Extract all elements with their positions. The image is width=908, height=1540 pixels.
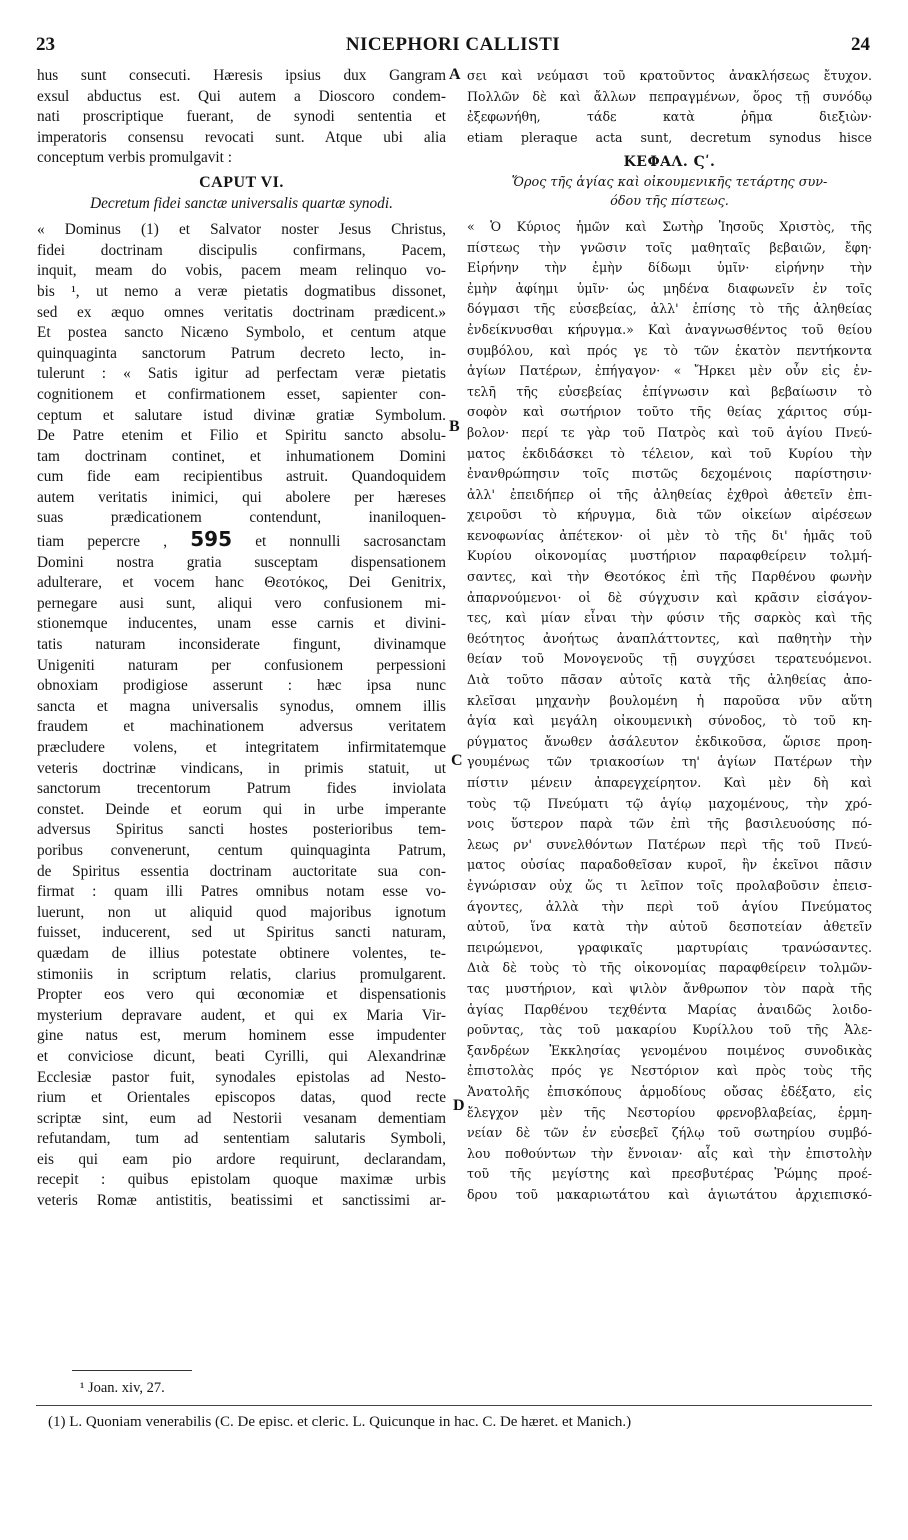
margin-letter-b: B bbox=[449, 418, 460, 435]
greek-chapter-subtitle-line2: όδου τῆς πίστεως. bbox=[610, 193, 729, 209]
greek-text-line: ξανδρέων Ἐκκλησίας γενομένου ποιμένος συνοδικὰς bbox=[467, 1042, 872, 1058]
latin-text-line: pernegare ausi sunt, aliqui vero confusionem mi- bbox=[37, 594, 446, 612]
greek-text-line: Πολλῶν δὲ καὶ ἄλλων πεπραγμένων, ὅρος τῇ συνόδῳ bbox=[467, 88, 872, 104]
latin-body-b bbox=[37, 553, 446, 1212]
greek-text-line: ἀπαρνούμενοι· οἱ δὲ σύγχυσιν καὶ κρᾶσιν εἰσάγον- bbox=[467, 589, 872, 605]
latin-text-line: sancta et magna universalis synodus, omnem illis bbox=[37, 697, 446, 715]
greek-text-line: Ἀνατολῆς ἐπισκόπους ἁρμοδίους οὔσας ἐδέξατο, εἰς bbox=[467, 1083, 872, 1099]
greek-text-line: ἐνανθρώπησιν τοῖς πιστῶς δεχομένοις παρίστησιν· bbox=[467, 466, 872, 482]
latin-text-line: stionemque inducentes, unam esse carnis et divini- bbox=[37, 615, 446, 633]
latin-text-line: adversus Spiritus sancti hostes posterioribus tem- bbox=[37, 821, 446, 839]
latin-text-line: quinquaginta sanctorum Patrum decreto lecto, in- bbox=[37, 344, 446, 362]
latin-text-line: scriptæ sint, eum ad Nestorii vesanam dementiam bbox=[37, 1109, 446, 1127]
greek-text-line: δόγμασι τῆς εὐσεβείας, ἀλλ' ἐπίσης τὸ τῆς ἀληθείας bbox=[467, 301, 872, 317]
greek-text-line: ματος οὐσίας παραδοθεῖσαν κυροῖ, ἣν ἐκεῖνοι πᾶσιν bbox=[467, 857, 872, 873]
latin-text-line: rium et Orientales episcopos datas, quod recte bbox=[37, 1089, 446, 1107]
greek-text-line: ἁγίας Παρθένου τεχθέντα Μαρίας ἀναιδῶς λοιδο- bbox=[467, 1001, 872, 1017]
latin-text-line: cognitionem et confirmationem esset, sapienter con- bbox=[37, 385, 446, 403]
greek-text-line: αὐτοῦ, ἵνα κατὰ τὴν αὐτοῦ δεσποτείαν ἀθετεῖν bbox=[467, 919, 872, 935]
latin-line-595-before: tiam pepercre , bbox=[37, 533, 168, 551]
greek-text-line: etiam pleraque acta sunt, decretum synodus hisce bbox=[467, 129, 872, 145]
greek-text-line: σαντες, καὶ τὴν Θεοτόκος ἐπὶ τῆς Παρθένου φωνὴν bbox=[467, 569, 872, 585]
margin-letter-a: A bbox=[449, 66, 461, 83]
legal-footnote: (1) L. Quoniam venerabilis (C. De episc. et cleric. L. Quicunque in hac. C. De hæret. et Manich.) bbox=[48, 1414, 632, 1430]
latin-text-line: poribus convenerunt, centum quinquaginta Patrum, bbox=[37, 841, 446, 859]
latin-text-line: Unigeniti naturam per confusionem perpessioni bbox=[37, 656, 446, 674]
latin-text-line: adulterare, et vocem hanc Θεοτόκος, Dei Genitrix, bbox=[37, 574, 446, 592]
greek-text-line: τες, καὶ μίαν εἶναι τὴν φύσιν τῆς σαρκὸς καὶ τῆς bbox=[467, 610, 872, 626]
greek-chapter-subtitle bbox=[467, 173, 872, 211]
bottom-rule bbox=[36, 1405, 872, 1406]
latin-text-line: præcludere volens, et integritatem infirmitatemque bbox=[37, 739, 446, 756]
latin-intro bbox=[37, 66, 446, 169]
greek-text-line: τοῦ τῆς μεγίστης καὶ πρεσβυτέρας Ῥώμης προέ- bbox=[467, 1166, 872, 1182]
latin-text-line: bis ¹, ut nemo a veræ pietatis dogmatibus dissonet, bbox=[37, 282, 446, 300]
greek-text-line: συμβόλου, καὶ πρός γε τὸ τῶν ἑκατὸν πεντήκοντα bbox=[467, 342, 872, 358]
greek-text-line: γουμένως τῶν τριακοσίων τη' ἁγίων Πατέρων τὴν bbox=[467, 754, 872, 770]
greek-text-line: ἀλλ' ἐπειδήπερ οἱ τῆς ἀληθείας ἐχθροὶ ἀθετεῖν ἐπι- bbox=[467, 486, 872, 502]
latin-text-line: fuisset, inducerent, sed ut Spiritus sancti naturam, bbox=[37, 924, 446, 942]
latin-text-line: cum fide eam recipientibus astruit. Quandoquidem bbox=[37, 468, 446, 486]
greek-chapter-title: ΚΕΦΑΛ. Ϛʹ. bbox=[623, 154, 716, 171]
latin-text-line: veteris doctrinæ vindicans, in primis statuit, ut bbox=[37, 759, 446, 777]
greek-text-line: πειρώμενοι, γραφικαῖς μαρτυρίαις τρανώσαντες. bbox=[467, 939, 872, 955]
latin-text-line: Propter eos vero qui œconomiæ et dispensationis bbox=[37, 986, 446, 1004]
latin-text-line: et conviciose dicunt, beati Cyrilli, qui Alexandrinæ bbox=[37, 1047, 446, 1065]
greek-text-line: ἐνδείκνυσθαι κήρυγμα.» Καὶ ἀναγνωσθέντος τοῦ θείου bbox=[467, 321, 872, 337]
latin-text-line: veteris Romæ antistitis, beatissimi et sanctissimi ar- bbox=[37, 1192, 446, 1210]
marginal-number-595: 595 bbox=[190, 529, 232, 552]
latin-text-line: tulerunt : « Satis igitur ad perfectam veræ pietatis bbox=[37, 365, 446, 383]
greek-text-line: τοὺς τῷ Πνεύματι τῷ ἁγίῳ μαχομένους, τὴν χρό- bbox=[467, 795, 872, 811]
margin-letter-c: C bbox=[451, 752, 463, 769]
scripture-footnote: ¹ Joan. xiv, 27. bbox=[80, 1380, 165, 1396]
latin-text-line: fraudem et machinationem adversus veritatem bbox=[37, 718, 446, 736]
greek-intro bbox=[467, 66, 872, 148]
latin-chapter-subtitle: Decretum fidei sanctæ universalis quartæ synodi. bbox=[90, 194, 393, 212]
greek-text-line: βολον· περί τε γὰρ τοῦ Πατρὸς καὶ τοῦ ἁγίου Πνεύ- bbox=[467, 424, 872, 440]
greek-text-line: Διὰ δὲ τοὺς τὸ τῆς οἰκονομίας παραφθείρειν τολμῶν- bbox=[467, 960, 872, 976]
greek-text-line: σει καὶ νεύμασι τοῦ κρατοῦντος ἀνακλήσεως ἔτυχον. bbox=[467, 68, 872, 83]
greek-chapter-subtitle-line1: Ὅρος τῆς ἁγίας καὶ οἰκουμενικῆς τετάρτης συν- bbox=[511, 174, 828, 190]
latin-text-line: quædam de illius potestate obtinere volentes, te- bbox=[37, 944, 446, 962]
greek-text-line: ἐμὴν ἀφίημι ὑμῖν· ὡς μηδένα διαφωνεῖν ἐν τοῖς bbox=[467, 280, 872, 296]
greek-text-line: ροῦντας, τὰς τοῦ μακαρίου Κυρίλλου τοῦ τῆς Ἀλε- bbox=[467, 1022, 872, 1038]
latin-text-line: exsul abductus est. Qui autem a Dioscoro condem- bbox=[37, 87, 446, 105]
greek-text-line: λεως ρν' συνελθόντων Πατέρων περὶ τῆς τοῦ Πνεύ- bbox=[467, 836, 872, 852]
greek-text-line: « Ὁ Κύριος ἡμῶν καὶ Σωτὴρ Ἰησοῦς Χριστὸς, τῆς bbox=[467, 218, 872, 234]
page-number-right: 24 bbox=[851, 34, 870, 55]
latin-text-line: tatis naturam inconsiderate fingunt, divinamque bbox=[37, 636, 446, 654]
greek-text-line: τας μυστήριον, καὶ ψιλὸν ἄνθρωπον τὸν παρὰ τῆς bbox=[467, 980, 872, 996]
greek-text-line: ματος ἐκδιδάσκει τὸ τέλειον, καὶ τοῦ Κυρίου τὴν bbox=[467, 445, 872, 461]
latin-text-line: recepit : quibus epistolam quoque maximæ urbis bbox=[37, 1171, 446, 1189]
latin-text-line: luerunt, non ut aliquid quod majoribus ignotum bbox=[37, 903, 446, 921]
greek-text-line: κενοφωνίας ἀπέτεκον· οἱ μὲν τὸ τῆς δι' ἡμᾶς τοῦ bbox=[467, 527, 872, 543]
latin-text-line: gine natus est, merum hominem esse impudenter bbox=[37, 1027, 446, 1045]
greek-text-line: λου ποθούντων τὴν ἔννοιαν· αἷς καὶ τὴν ἐπιστολὴν bbox=[467, 1145, 872, 1161]
greek-text-line: δρου τοῦ μακαριωτάτου καὶ ἁγιωτάτου ἀρχιεπισκό- bbox=[467, 1186, 872, 1202]
latin-chapter-title: CAPUT VI. bbox=[199, 173, 284, 191]
latin-text-line: Et postea sancto Nicæno Symbolo, et centum atque bbox=[37, 324, 446, 342]
greek-text-line: Εἰρήνην τὴν ἐμὴν δίδωμι ὑμῖν· εἰρήνην τὴν bbox=[467, 260, 872, 276]
latin-text-line: suas prædicationem contendunt, inaniloquen- bbox=[37, 509, 446, 527]
greek-body bbox=[467, 217, 872, 1206]
greek-text-line: νοις ὕστερον παρὰ τῶν ἐπὶ τῆς βασιλευούσης πό- bbox=[467, 816, 872, 832]
latin-text-line: Domini nostra gratia susceptam dispensationem bbox=[37, 553, 446, 571]
page-header bbox=[36, 34, 870, 58]
latin-body-a bbox=[37, 220, 446, 529]
greek-text-line: θείαν τοῦ Μονογενοῦς τῇ συγχύσει τερατευόμενοι. bbox=[467, 651, 872, 667]
latin-text-line: obnoxiam prodigiose asserunt : hæc ipsa nunc bbox=[37, 677, 446, 695]
latin-line-595-after: et nonnulli sacrosanctam bbox=[255, 533, 446, 551]
latin-text-line: fidei doctrinam discipulis confirmans, Pacem, bbox=[37, 241, 446, 259]
greek-text-line: ἁγίων Πατέρων, ἐπήγαγον· « Ἤρκει μὲν οὖν εἰς ἐν- bbox=[467, 363, 872, 379]
footnote-rule bbox=[72, 1370, 192, 1371]
greek-text-line: πίστιν μένειν ἀπαρεγχείρητον. Καὶ μὲν δὴ καὶ bbox=[467, 775, 872, 790]
greek-text-line: θεότητος ἀνοήτως ἀναπλάττοντες, καὶ παθητὴν τὴν bbox=[467, 630, 872, 646]
latin-text-line: mysterium depravare audent, et qui ex Maria Vir- bbox=[37, 1006, 446, 1024]
running-title: NICEPHORI CALLISTI bbox=[345, 34, 561, 55]
latin-text-line: stimoniis in scriptum relatis, clarius promulgarent. bbox=[37, 965, 446, 983]
latin-line-595 bbox=[37, 529, 446, 553]
latin-text-line: tam doctrinam continet, et inhumationem Domini bbox=[37, 447, 446, 465]
greek-text-line: ἐξεφωνήθη, τάδε κατὰ ῥῆμα διεξιὼν· bbox=[467, 109, 872, 125]
greek-text-line: πίστεως τὴν γνῶσιν τοῖς μαθηταῖς βεβαιῶν, ἔφη· bbox=[467, 239, 872, 255]
latin-text-line: sanctorum trecentorum Patrum fides inviolata bbox=[37, 780, 446, 798]
latin-text-line: imperatoris consensu revocati sunt. Atque ubi alia bbox=[37, 128, 446, 146]
greek-text-line: άγοντες, ἀλλὰ τὴν περὶ τοῦ ἁγίου Πνεύματος bbox=[467, 898, 872, 914]
greek-text-line: νείαν δὲ τῶν ἐν εὐσεβεῖ ζήλῳ τοῦ σωτηρίου συμβό- bbox=[467, 1125, 872, 1141]
latin-text-line: constet. Deinde et eorum qui in urbe imperante bbox=[37, 800, 446, 818]
latin-text-line: nati proscriptique fuerant, de synodi sententia et bbox=[37, 108, 446, 126]
latin-text-line: eis qui eam pio ardore requirunt, declarandam, bbox=[37, 1150, 446, 1168]
greek-text-line: Διὰ τοῦτο πᾶσαν αὐτοῖς κατὰ τῆς ἀληθείας ἀπο- bbox=[467, 672, 872, 688]
greek-text-line: σοφὸν καὶ σωτήριον τοῦτο τῆς θείας χάριτος σύμ- bbox=[467, 404, 872, 420]
latin-text-line: « Dominus (1) et Salvator noster Jesus Christus, bbox=[37, 221, 446, 239]
greek-text-line: κλεῖσαι μηχανὴν βουλομένη ἡ παροῦσα νῦν αὕτη bbox=[467, 692, 872, 708]
latin-text-line: inquit, meam do vobis, pacem meam relinquo vo- bbox=[37, 262, 446, 280]
greek-text-line: ἐγνώρισαν οὐχ ὥς τι λεῖπον τοῖς προλαβοῦσιν ἐπεισ- bbox=[467, 877, 872, 893]
greek-text-line: Κυρίου οἰκονομίας μυστήριον παραφθείρειν τολμή- bbox=[467, 548, 872, 564]
latin-text-line: ceptum et salutare istud divinæ gratiæ Symbolum. bbox=[37, 406, 446, 424]
greek-text-line: τελῆ τῆς εὐσεβείας ἐπίγνωσιν καὶ βεβαίωσιν τὸ bbox=[467, 383, 872, 399]
latin-text-line: autem veritatis inimici, qui abolere per hæreses bbox=[37, 488, 446, 506]
latin-text-line: firmat : quam illi Patres omnibus notam esse vo- bbox=[37, 883, 446, 901]
latin-text-line: De Patre etenim et Filio et Spiritu sancto absolu- bbox=[37, 427, 446, 445]
latin-text-line: de Spiritus essentia doctrinam auctoritate sua con- bbox=[37, 862, 446, 880]
greek-text-line: ἔλεγχον μὲν τῆς Νεστορίου φρενοβλαβείας, ἑρμη- bbox=[467, 1104, 872, 1120]
greek-text-line: ἐπιστολὰς πρός γε Νεστόριον καὶ πρὸς τοὺς τῆς bbox=[467, 1063, 872, 1079]
latin-text-line: sed ex æquo omnes veritatis doctrinam prædicent.» bbox=[37, 303, 446, 321]
greek-text-line: ἁγία καὶ μεγάλη οἰκουμενικὴ σύνοδος, τὸ τοῦ κη- bbox=[467, 713, 872, 729]
latin-text-line: hus sunt consecuti. Hæresis ipsius dux Gangram bbox=[37, 67, 446, 84]
latin-text-line: refutandam, tum ad sententiam salutaris Symboli, bbox=[37, 1130, 446, 1148]
greek-text-line: χειροῦσι τὸ κήρυγμα, διὰ τῶν οἰκείων αἱρέσεων bbox=[467, 507, 872, 523]
latin-text-line: Ecclesiæ pastor fuit, synodales epistolas ad Nesto- bbox=[37, 1068, 446, 1086]
greek-text-line: ρύγματος ἄνωθεν ἀσάλευτον ἐκδικοῦσα, ὥρισε προη- bbox=[467, 733, 872, 749]
greek-column bbox=[467, 66, 872, 1205]
latin-column bbox=[37, 66, 446, 1212]
margin-letter-d: D bbox=[453, 1097, 465, 1114]
latin-text-line: conceptum verbis promulgavit : bbox=[37, 149, 232, 167]
page-number-left: 23 bbox=[36, 34, 55, 55]
